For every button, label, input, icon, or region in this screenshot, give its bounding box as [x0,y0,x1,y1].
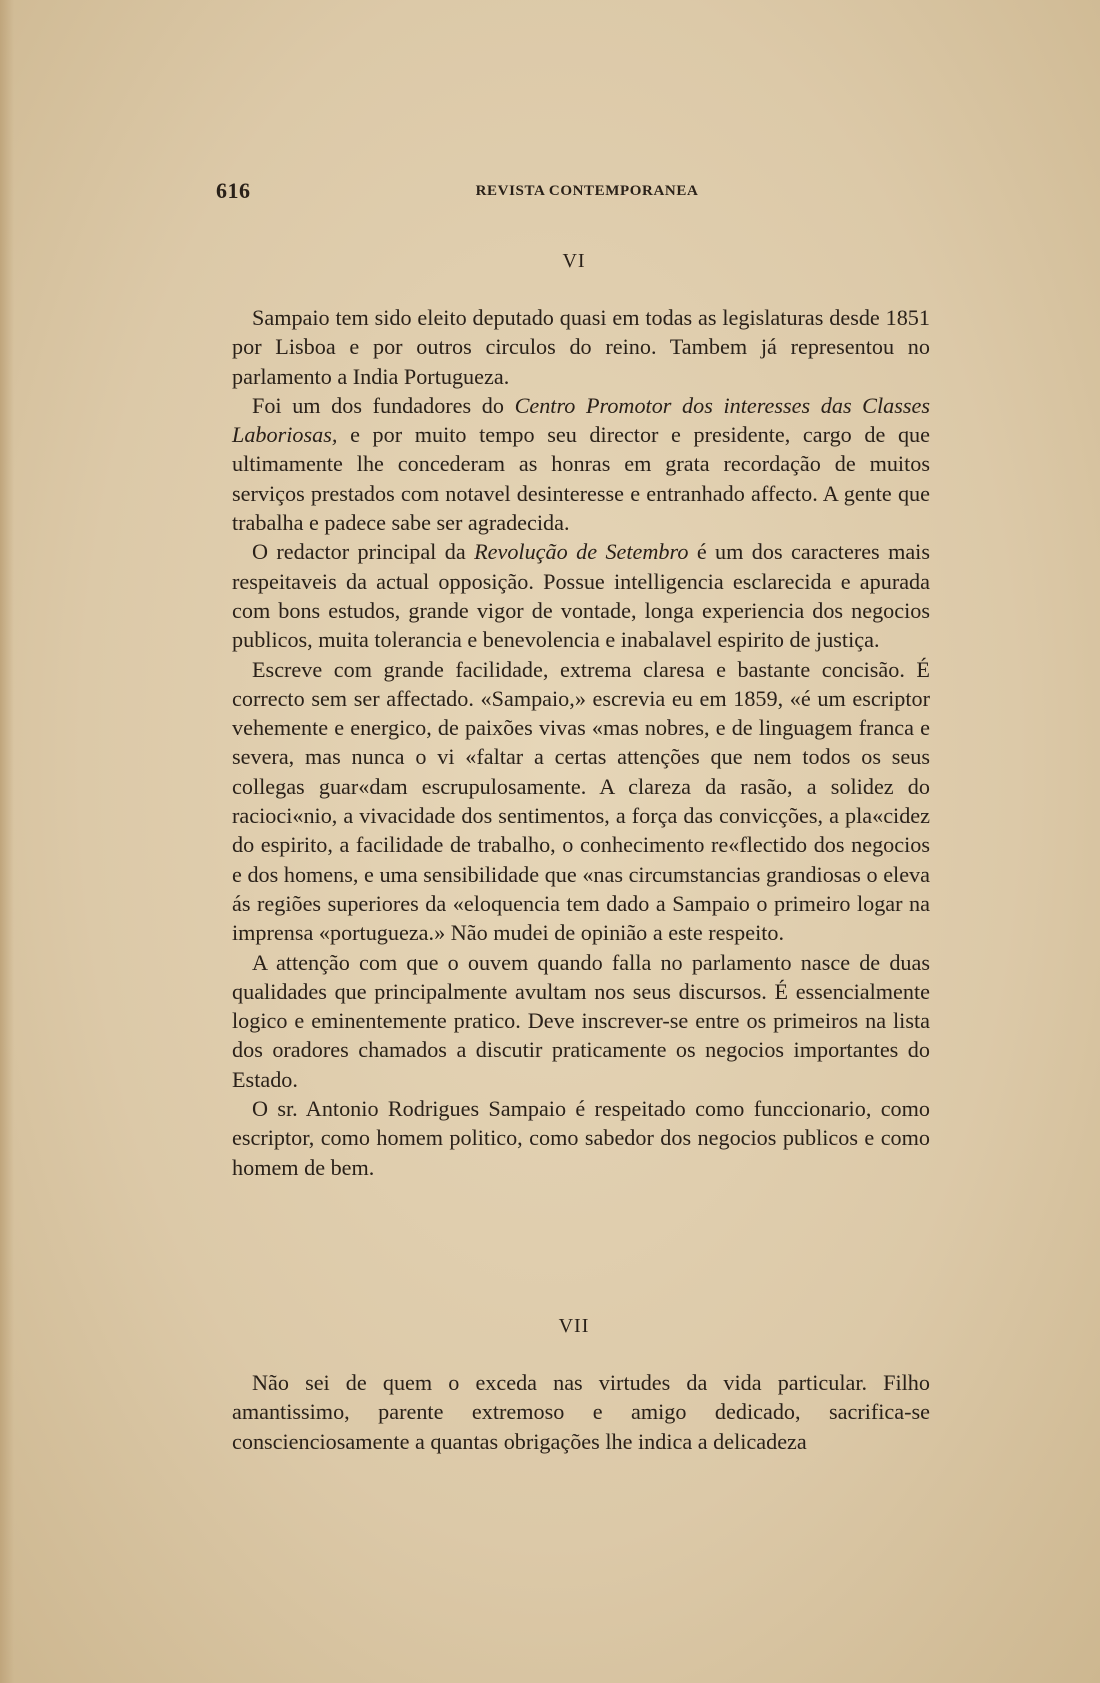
paragraph [232,391,930,537]
running-title: REVISTA CONTEMPORANEA [475,183,699,199]
page-number: 616 [216,178,251,203]
section-vii-body [232,1368,930,1456]
paragraph-text: Foi um dos fundadores do [252,392,515,418]
paragraph-text: e por muito tempo seu director e presidente, cargo de que ultimamente lhe concederam as honras em grata recordação de muitos serviços prestados com notavel desinteresse e entranhado affecto. A gente que trabalha e padece sabe ser agradecida. [232,422,930,536]
paragraph-text: Escreve com grande facilidade, extrema claresa e bastante concisão. É correcto sem ser affectado. «Sampaio,» escrevia eu em 1859, «é um escriptor vehemente e energico, de paixões vivas «mas nobres, e de linguagem franca e severa, mas nunca o vi «faltar a certas attenções que nem todos os seus collegas guar«dam escrupulosamente. A clareza da rasão, a solidez do racioci«nio, a vivacidade dos sentimentos, a força das convicções, a pla«cidez do espirito, a facilidade de trabalho, o conhecimento re«flectido dos negocios e dos homens, e uma sensibilidade que «nas circumstancias grandiosas o eleva ás regiões superiores da «eloquencia tem dado a Sampaio o primeiro logar na imprensa «portugueza.» Não mudei de opinião a este respeito. [232,656,930,946]
section-vi-body [232,303,930,1182]
paragraph [232,655,930,948]
paragraph [232,303,930,391]
paragraph-text: Não sei de quem o exceda nas virtudes da vida particular. Filho amantissimo, parente extremoso e amigo dedicado, sacrifica-se conscienciosamente a quantas obrigações lhe indica a delicadeza [232,1370,930,1454]
paragraph-text: O redactor principal da [252,539,475,565]
page-edge-shadow [0,0,14,1683]
section-heading-vii: VII [558,1315,590,1337]
paragraph [232,1368,930,1456]
page-header [216,178,932,206]
paragraph [232,948,930,1094]
paragraph-text: A attenção com que o ouvem quando falla no parlamento nasce de duas qualidades que principalmente avultam nos seus discursos. É essencialmente logico e eminentemente pratico. Deve inscrever-se entre os primeiros na lista dos oradores chamados a discutir praticamente os negocios importantes do Estado. [232,949,930,1092]
section-heading-vi: VI [562,250,586,272]
italic-title-text: Centro Promotor dos interesses das Classes Laboriosas, [232,392,930,448]
paragraph [232,1094,930,1182]
paragraph [232,537,930,654]
paragraph-text: Sampaio tem sido eleito deputado quasi em todas as legislaturas desde 1851 por Lisboa e por outros circulos do reino. Tambem já representou no parlamento a India Portugueza. [232,305,930,389]
paragraph-text: O sr. Antonio Rodrigues Sampaio é respeitado como funccionario, como escriptor, como homem politico, como sabedor dos negocios publicos e como homem de bem. [232,1096,930,1180]
italic-title-text: Revolução de Setembro [474,539,689,565]
paragraph-text: é um dos caracteres mais respeitaveis da actual opposição. Possue intelligencia esclarecida e apurada com bons estudos, grande vigor de vontade, longa experiencia dos negocios publicos, muita tolerancia e benevolencia e inabalavel espirito de justiça. [232,539,930,653]
